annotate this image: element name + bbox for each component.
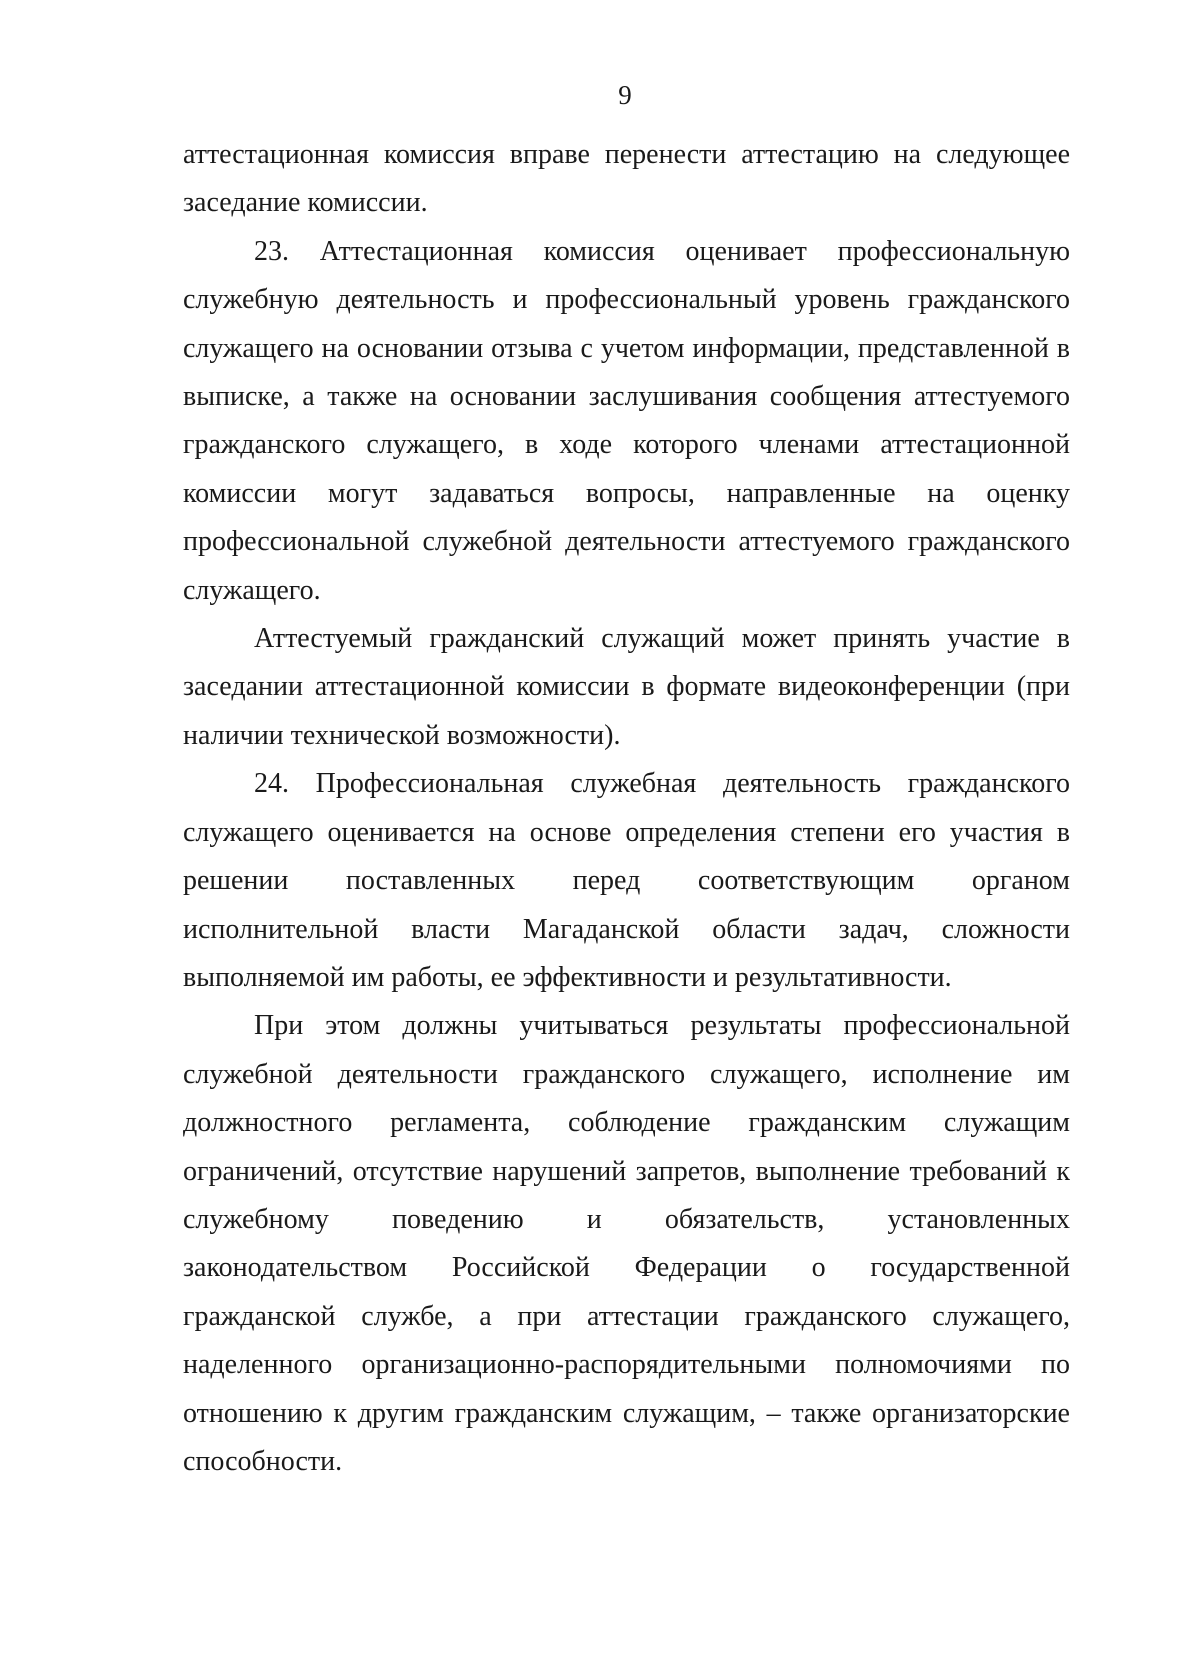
paragraph-item-24: 24. Профессиональная служебная деятельность гражданского служащего оценивается на основе определения степени его участия в решении поставленных перед соответствующим органом исполнительной власти Магаданской области задач, сложности выполняемой им работы, ее эффективности и результативности. [183,768,1070,993]
paragraph-evaluation-criteria: При этом должны учитываться результаты профессиональной служебной деятельности гражданского служащего, исполнение им должностного регламента, соблюдение гражданским служащим ограничений, отсутствие нарушений запретов, выполнение требований к служебному поведению и обязательств, установленных законодательством Российской Федерации о государственной гражданской службе, а при аттестации гражданского служащего, наделенного организационно-распорядительными полномочиями по отношению к другим гражданским служащим, – также организаторские способности. [183,1010,1070,1477]
document-body [183,131,1070,1486]
paragraph-videoconference: Аттестуемый гражданский служащий может принять участие в заседании аттестационной комиссии в формате видеоконференции (при наличии технической возможности). [183,623,1070,751]
paragraph-item-23: 23. Аттестационная комиссия оценивает профессиональную служебную деятельность и профессиональный уровень гражданского служащего на основании отзыва с учетом информации, представленной в выписке, а также на основании заслушивания сообщения аттестуемого гражданского служащего, в ходе которого членами аттестационной комиссии могут задаваться вопросы, направленные на оценку профессиональной служебной деятельности аттестуемого гражданского служащего. [183,235,1070,606]
page-number: 9 [618,80,632,110]
paragraph-continuation: аттестационная комиссия вправе перенести аттестацию на следующее заседание комиссии. [183,139,1070,219]
